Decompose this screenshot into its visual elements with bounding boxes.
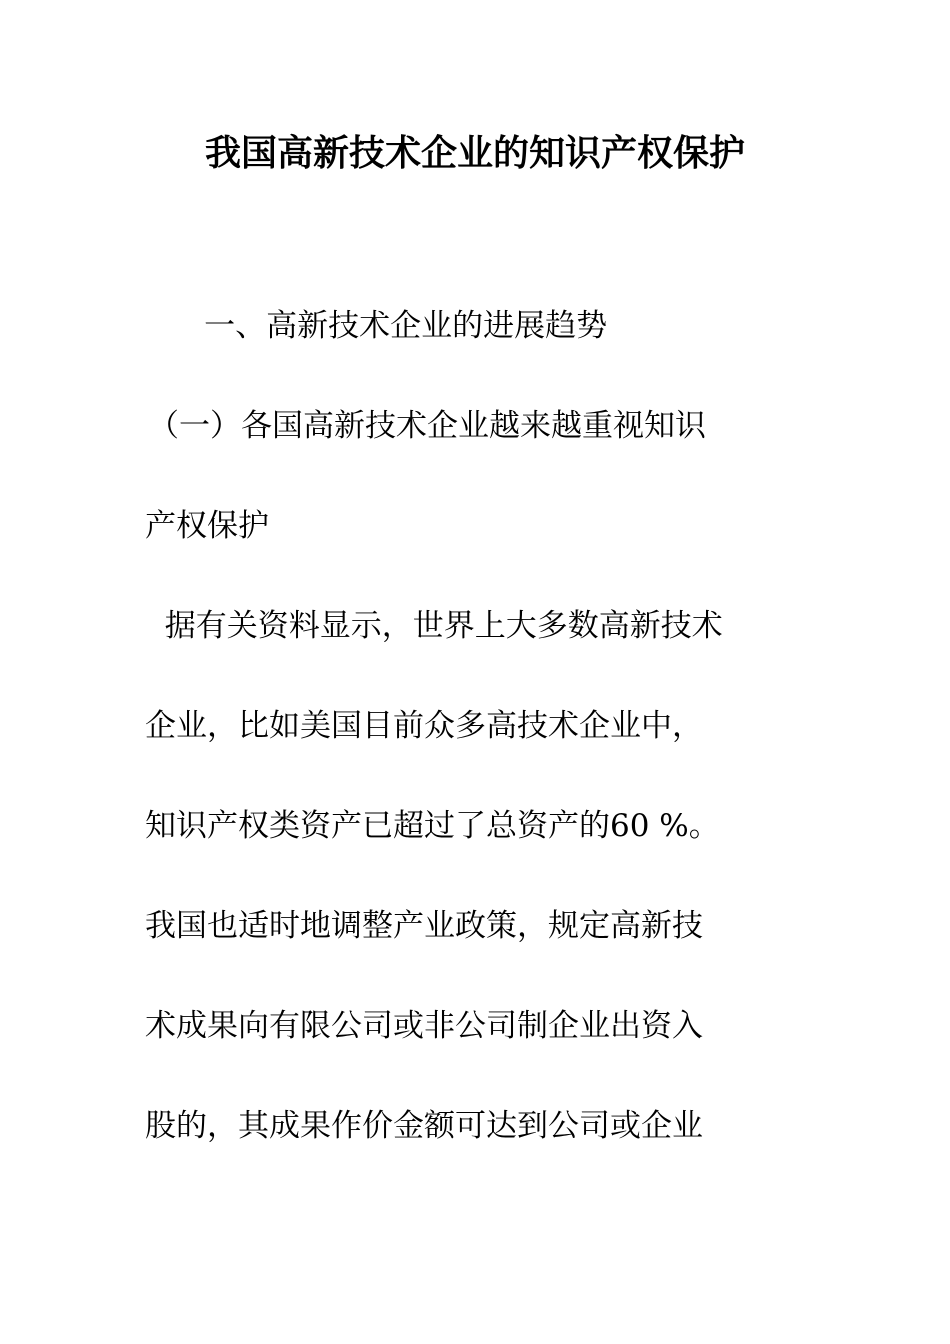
section-heading: 一、高新技术企业的进展趋势 [145, 308, 608, 344]
paragraph-line-5: 术成果向有限公司或非公司制企业出资入 [145, 1008, 703, 1044]
paragraph-line-3: 知识产权类资产已超过了总资产的60 %。 [145, 808, 720, 844]
paragraph-line-6: 股的，其成果作价金额可达到公司或企业 [145, 1108, 703, 1144]
paragraph-line-4: 我国也适时地调整产业政策，规定高新技 [145, 908, 703, 944]
document-title: 我国高新技术企业的知识产权保护 [204, 132, 745, 174]
subsection-heading-line-2: 产权保护 [145, 508, 269, 544]
subsection-heading-line-1: （一）各国高新技术企业越来越重视知识 [148, 408, 706, 444]
paragraph-line-1: 据有关资料显示，世界上大多数高新技术 [145, 608, 723, 644]
paragraph-line-2: 企业，比如美国目前众多高技术企业中， [145, 708, 703, 744]
